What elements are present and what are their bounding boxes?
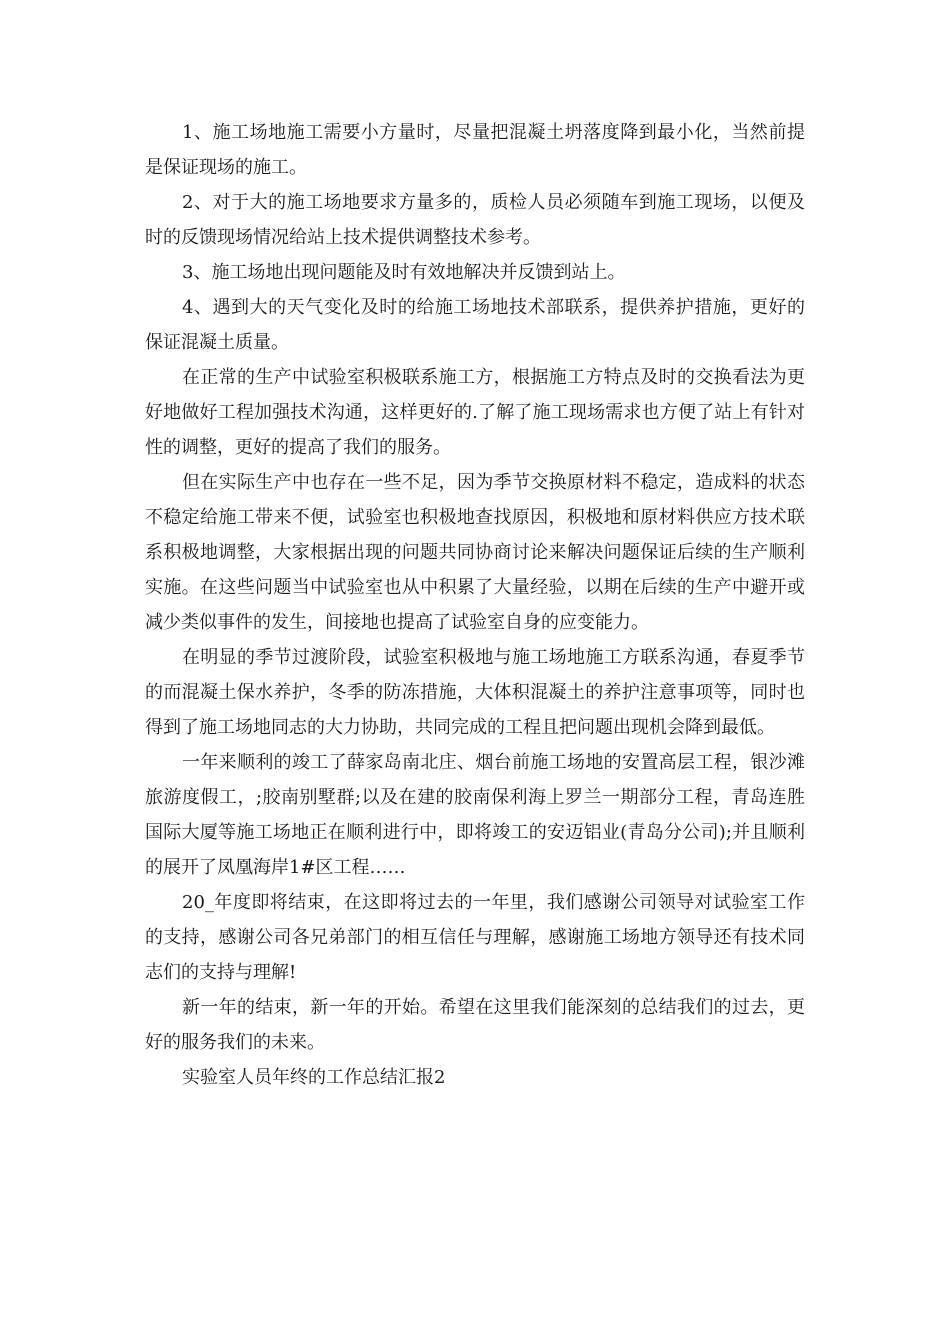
paragraph-item-3: 3、施工场地出现问题能及时有效地解决并反馈到站上。 [182, 262, 626, 283]
paragraph-item-1: 1、施工场地施工需要小方量时，尽量把混凝土坍落度降到最小化，当然前提是保证现场的施工。 [145, 122, 805, 178]
paragraph-seasonal-transition: 在明显的季节过渡阶段，试验室积极地与施工场地施工方联系沟通，春夏季节的而混凝土保水养护，冬季的防冻措施，大体积混凝土的养护注意事项等，同时也得到了施工场地同志的大力协助，共同完成的工程且把问题出现机会降到最低。 [145, 647, 805, 738]
section-heading: 实验室人员年终的工作总结汇报2 [182, 1067, 446, 1088]
paragraph-completed-projects: 一年来顺利的竣工了薛家岛南北庄、烟台前施工场地的安置高层工程，银沙滩旅游度假工，;胶南别墅群;以及在建的胶南保利海上罗兰一期部分工程，青岛连胜国际大厦等施工场地正在顺利进行中，即将竣工的安迈铝业(青岛分公司);并且顺利的展开了凤凰海岸1#区工程…… [145, 752, 805, 878]
paragraph-technical-communication: 在正常的生产中试验室积极联系施工方，根据施工方特点及时的交换看法为更好地做好工程加强技术沟通，这样更好的.了解了施工现场需求也方便了站上有针对性的调整，更好的提高了我们的服务。 [145, 367, 805, 458]
paragraph-thanks: 20_年度即将结束，在这即将过去的一年里，我们感谢公司领导对试验室工作的支持，感谢公司各兄弟部门的相互信任与理解，感谢施工场地方领导还有技术同志们的支持与理解! [145, 892, 805, 983]
paragraph-shortcomings: 但在实际生产中也存在一些不足，因为季节交换原材料不稳定，造成料的状态不稳定给施工带来不便，试验室也积极地查找原因，积极地和原材料供应方技术联系积极地调整，大家根据出现的问题共同协商讨论来解决问题保证后续的生产顺利实施。在这些问题当中试验室也从中积累了大量经验，以期在后续的生产中避开或减少类似事件的发生，间接地也提高了试验室自身的应变能力。 [145, 472, 805, 633]
paragraph-item-4: 4、遇到大的天气变化及时的给施工场地技术部联系，提供养护措施，更好的保证混凝土质量。 [145, 297, 805, 353]
paragraph-new-year: 新一年的结束，新一年的开始。希望在这里我们能深刻的总结我们的过去，更好的服务我们的未来。 [145, 997, 805, 1053]
paragraph-item-2: 2、对于大的施工场地要求方量多的，质检人员必须随车到施工现场，以便及时的反馈现场情况给站上技术提供调整技术参考。 [145, 192, 805, 248]
document-page [145, 115, 805, 1095]
